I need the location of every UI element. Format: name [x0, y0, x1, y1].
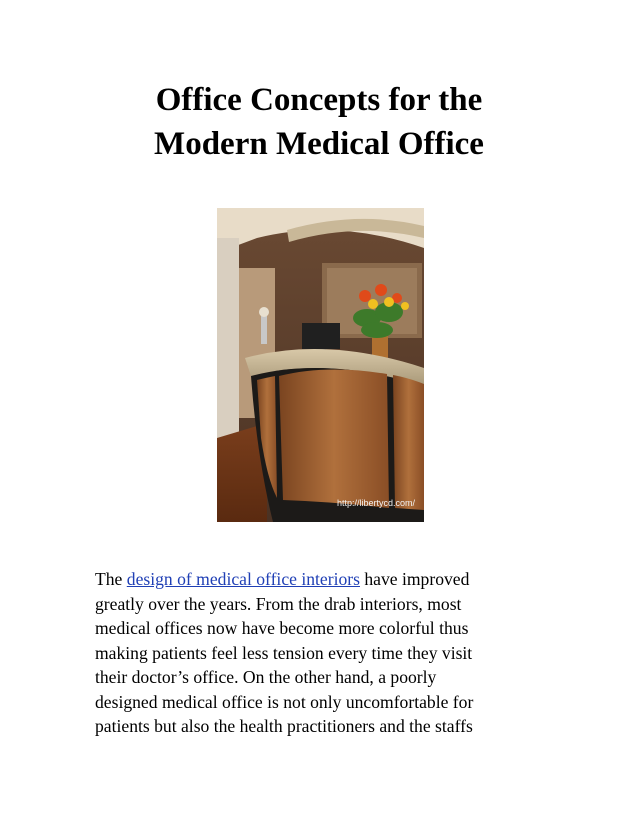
paragraph-line-7: patients but also the health practitioners and the staffs: [95, 716, 473, 736]
title-line-2: Modern Medical Office: [154, 126, 484, 162]
title-line-1: Office Concepts for the: [155, 82, 483, 118]
paragraph-line-4: making patients feel less tension every time they visit: [95, 642, 473, 663]
paragraph-line-5: their doctor’s office. On the other hand, a poorly: [95, 667, 437, 687]
paragraph-line-6: designed medical office is not only uncomfortable for: [95, 691, 474, 712]
document-title: [0, 78, 638, 166]
interiors-link[interactable]: design of medical office interiors: [126, 569, 360, 589]
paragraph-line-1: [95, 567, 555, 592]
reception-desk-photo: [217, 208, 424, 522]
line-1-before-link: The: [95, 569, 127, 589]
line-1-after-link: have improved: [359, 569, 470, 589]
body-paragraph: [95, 567, 555, 739]
paragraph-line-3: medical offices now have become more colorful thus: [95, 618, 469, 638]
photo-watermark: http://libertycd.com/: [336, 498, 415, 508]
paragraph-line-2: greatly over the years. From the drab interiors, most: [95, 593, 462, 614]
